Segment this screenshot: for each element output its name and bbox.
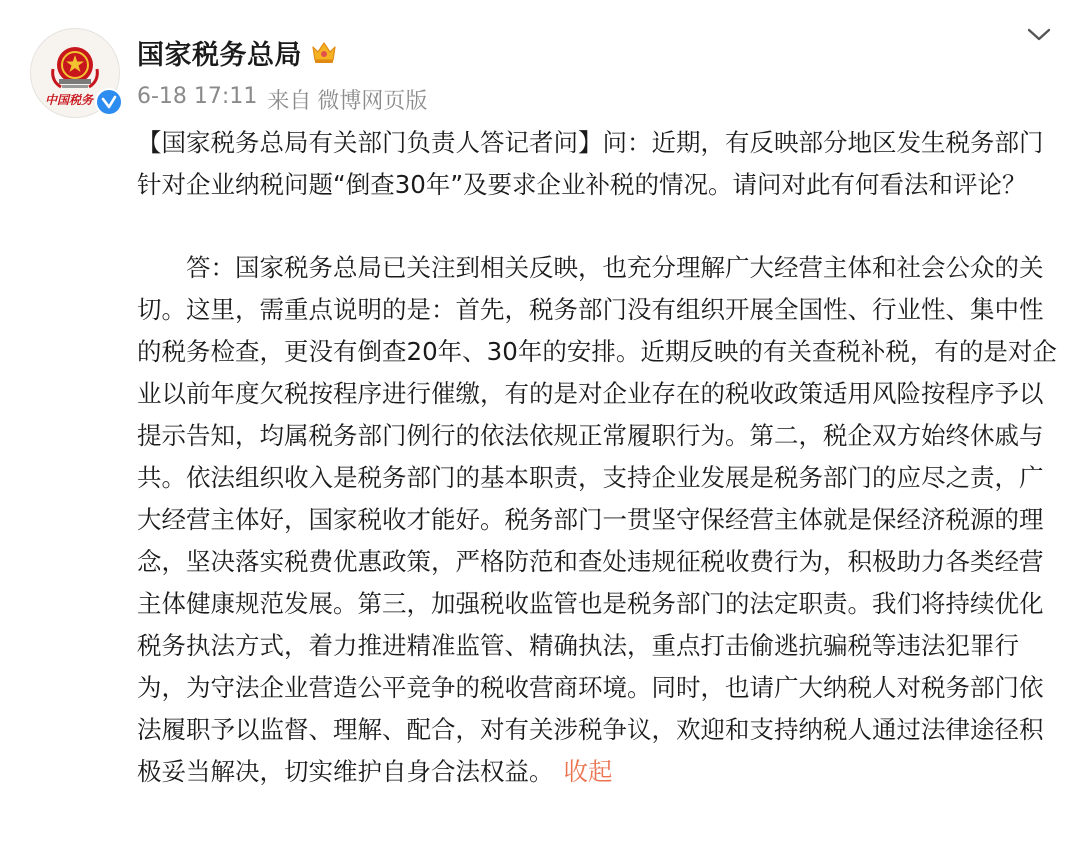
post-source[interactable]: 微博网页版: [317, 89, 428, 114]
post-header: [137, 32, 427, 115]
question-paragraph: 【国家税务总局有关部门负责人答记者问】问：近期，有反映部分地区发生税务部门针对企业纳税问题“倒查30年”及要求企业补税的情况。请问对此有何看法和评论？: [137, 128, 1044, 199]
verified-badge-icon: [95, 88, 123, 116]
chevron-down-icon[interactable]: [1026, 24, 1052, 44]
post-meta: [137, 84, 427, 115]
avatar-caption: 中国税务: [45, 93, 94, 107]
collapse-link[interactable]: 收起: [563, 757, 613, 786]
author-name[interactable]: 国家税务总局: [137, 39, 302, 71]
source-prefix: 来自: [267, 89, 312, 114]
crown-badge-icon[interactable]: [310, 39, 338, 65]
post-content: [137, 122, 1057, 793]
answer-paragraph: [137, 247, 1057, 793]
post-time[interactable]: 6-18 17:11: [137, 84, 258, 109]
answer-text: 答：国家税务总局已关注到相关反映，也充分理解广大经营主体和社会公众的关切。这里，需重点说明的是：首先，税务部门没有组织开展全国性、行业性、集中性的税务检查，更没有倒查20年、30年的安排。近期反映的有关查税补税，有的是对企业以前年度欠税按程序进行催缴，有的是对企业存在的税收政策适用风险按程序予以提示告知，均属税务部门例行的依法依规正常履职行为。第二，税企双方始终休戚与共。依法组织收入是税务部门的基本职责，支持企业发展是税务部门的应尽之责，广大经营主体好，国家税收才能好。税务部门一贯坚守保经营主体就是保经济税源的理念，坚决落实税费优惠政策，严格防范和查处违规征税收费行为，积极助力各类经营主体健康规范发展。第三，加强税收监管也是税务部门的法定职责。我们将持续优化税务执法方式，着力推进精准监管、精确执法，重点打击偷逃抗骗税等违法犯罪行为，为守法企业营造公平竞争的税收营商环境。同时，也请广大纳税人对税务部门依法履职予以监督、理解、配合，对有关涉税争议，欢迎和支持纳税人通过法律途径积极妥当解决，切实维护自身合法权益。: [137, 253, 1057, 786]
